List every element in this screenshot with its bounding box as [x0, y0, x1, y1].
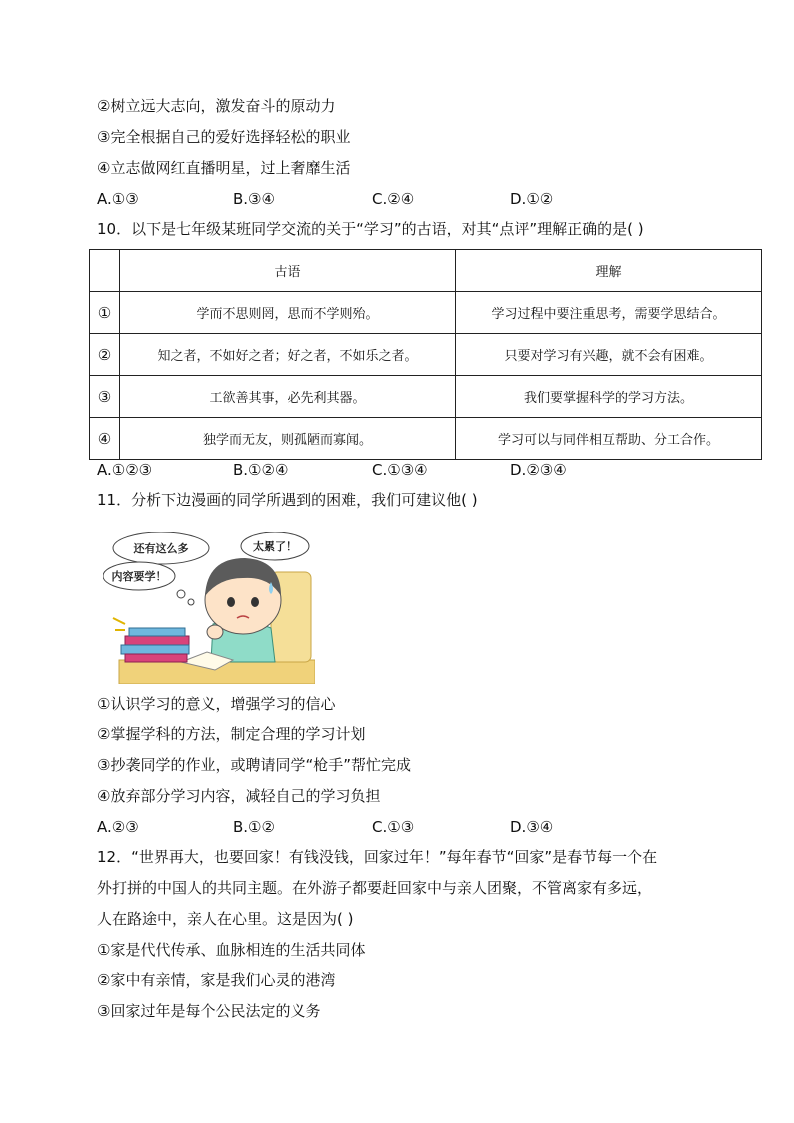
- row-saying: 学而不思则罔，思而不学则殆。: [120, 292, 456, 334]
- q12-item-1: ①家是代代传承、血脉相连的生活共同体: [97, 941, 366, 959]
- bubble-text-2: 内容要学！: [111, 570, 167, 583]
- q11-option-c[interactable]: C.①③: [372, 818, 415, 836]
- q10-option-c[interactable]: C.①③④: [372, 461, 428, 479]
- left-eye: [227, 597, 235, 607]
- q10-option-d[interactable]: D.②③④: [510, 461, 567, 479]
- hand: [207, 625, 223, 639]
- table-row: [90, 376, 762, 418]
- table-row: [90, 292, 762, 334]
- table-header-row: [90, 250, 762, 292]
- q9-item-3: ③完全根据自己的爱好选择轻松的职业: [97, 128, 351, 146]
- row-saying: 知之者，不如好之者；好之者，不如乐之者。: [120, 334, 456, 376]
- q10-option-b[interactable]: B.①②④: [233, 461, 289, 479]
- row-meaning: 学习可以与同伴相互帮助、分工合作。: [456, 418, 762, 460]
- book: [125, 636, 189, 645]
- q9-option-a[interactable]: A.①③: [97, 190, 139, 208]
- q9-option-b[interactable]: B.③④: [233, 190, 275, 208]
- row-saying: 独学而无友，则孤陋而寡闻。: [120, 418, 456, 460]
- q11-item-1: ①认识学习的意义，增强学习的信心: [97, 695, 336, 713]
- q12-stem-line-1: 12．“世界再大，也要回家！有钱没钱，回家过年！”每年春节“回家”是春节每一个在: [97, 848, 658, 866]
- thought-dot: [188, 599, 194, 605]
- q11-option-d[interactable]: D.③④: [510, 818, 554, 836]
- q9-item-2: ②树立远大志向，激发奋斗的原动力: [97, 97, 336, 115]
- q12-stem-line-3: 人在路途中，亲人在心里。这是因为( ): [97, 910, 354, 928]
- q12-stem-line-2: 外打拼的中国人的共同主题。在外游子都要赶回家中与亲人团聚，不管离家有多远，: [97, 879, 653, 897]
- book: [125, 654, 187, 662]
- stress-mark: [113, 618, 125, 630]
- row-saying: 工欲善其事，必先利其器。: [120, 376, 456, 418]
- q11-item-3: ③抄袭同学的作业，或聘请同学“枪手”帮忙完成: [97, 756, 411, 774]
- q12-item-2: ②家中有亲情，家是我们心灵的港湾: [97, 971, 336, 989]
- table-header-saying: 古语: [120, 250, 456, 292]
- bubble-text-1: 还有这么多: [133, 542, 189, 555]
- cartoon-tired-student: [103, 532, 315, 684]
- table-row: [90, 334, 762, 376]
- q9-item-4: ④立志做网红直播明星，过上奢靡生活: [97, 159, 351, 177]
- q11-option-a[interactable]: A.②③: [97, 818, 139, 836]
- table-header-num: [90, 250, 120, 292]
- book: [129, 628, 185, 636]
- row-number: ②: [90, 334, 120, 376]
- row-number: ④: [90, 418, 120, 460]
- row-number: ③: [90, 376, 120, 418]
- right-eye: [251, 597, 259, 607]
- row-meaning: 只要对学习有兴趣，就不会有困难。: [456, 334, 762, 376]
- q11-stem: 11．分析下边漫画的同学所遇到的困难，我们可建议他( ): [97, 491, 478, 509]
- table-row: [90, 418, 762, 460]
- q10-stem: 10．以下是七年级某班同学交流的关于“学习”的古语，对其“点评”理解正确的是( ): [97, 220, 644, 238]
- row-meaning: 学习过程中要注重思考，需要学思结合。: [456, 292, 762, 334]
- q11-item-4: ④放弃部分学习内容，减轻自己的学习负担: [97, 787, 381, 805]
- q10-table: [89, 249, 762, 460]
- q11-item-2: ②掌握学科的方法，制定合理的学习计划: [97, 725, 366, 743]
- book: [121, 645, 189, 654]
- q11-option-b[interactable]: B.①②: [233, 818, 275, 836]
- q9-option-c[interactable]: C.②④: [372, 190, 415, 208]
- q12-item-3: ③回家过年是每个公民法定的义务: [97, 1002, 321, 1020]
- row-meaning: 我们要掌握科学的学习方法。: [456, 376, 762, 418]
- bubble-text-3: 太累了！: [253, 540, 297, 553]
- q9-option-d[interactable]: D.①②: [510, 190, 554, 208]
- thought-dot: [177, 590, 185, 598]
- row-number: ①: [90, 292, 120, 334]
- q10-option-a[interactable]: A.①②③: [97, 461, 153, 479]
- table-header-meaning: 理解: [456, 250, 762, 292]
